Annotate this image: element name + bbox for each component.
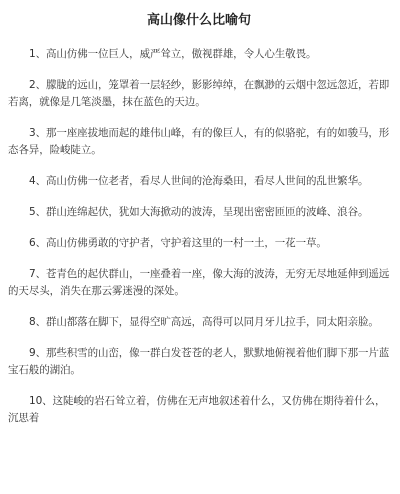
paragraph-10: 10、这陡峻的岩石耸立着，仿佛在无声地叙述着什么，又仿佛在期待着什么，沉思着	[8, 395, 386, 424]
paragraph-3: 3、那一座座拔地而起的雄伟山峰，有的像巨人，有的似骆驼，有的如骏马，形态各异，险峻陡立。	[8, 127, 390, 156]
paragraph-1: 1、高山仿佛一位巨人，威严耸立，傲视群雄，令人心生敬畏。	[29, 48, 317, 60]
paragraph-6: 6、高山仿佛勇敢的守护者，守护着这里的一村一土，一花一草。	[29, 237, 327, 249]
paragraph-2: 2、朦胧的远山，笼罩着一层轻纱，影影绰绰，在飘渺的云烟中忽远忽近，若即若离，就像是几笔淡墨，抹在蓝色的天边。	[8, 79, 390, 108]
paragraph-9: 9、那些积雪的山峦，像一群白发苍苍的老人，默默地俯视着他们脚下那一片蓝宝石般的湖泊。	[8, 347, 390, 376]
paragraph-8: 8、群山都落在脚下，显得空旷高远，高得可以同月牙儿拉手，同太阳亲脸。	[29, 316, 379, 328]
paragraph-4: 4、高山仿佛一位老者，看尽人世间的沧海桑田，看尽人世间的乱世繁华。	[29, 175, 369, 187]
paragraph-5: 5、群山连绵起伏，犹如大海掀动的波涛，呈现出密密匝匝的波峰、浪谷。	[29, 206, 369, 218]
paragraph-7: 7、苍青色的起伏群山，一座叠着一座，像大海的波涛，无穷无尽地延伸到遥远的天尽头，消失在那云雾迷漫的深处。	[8, 268, 390, 297]
document-title: 高山像什么比喻句	[146, 13, 251, 28]
